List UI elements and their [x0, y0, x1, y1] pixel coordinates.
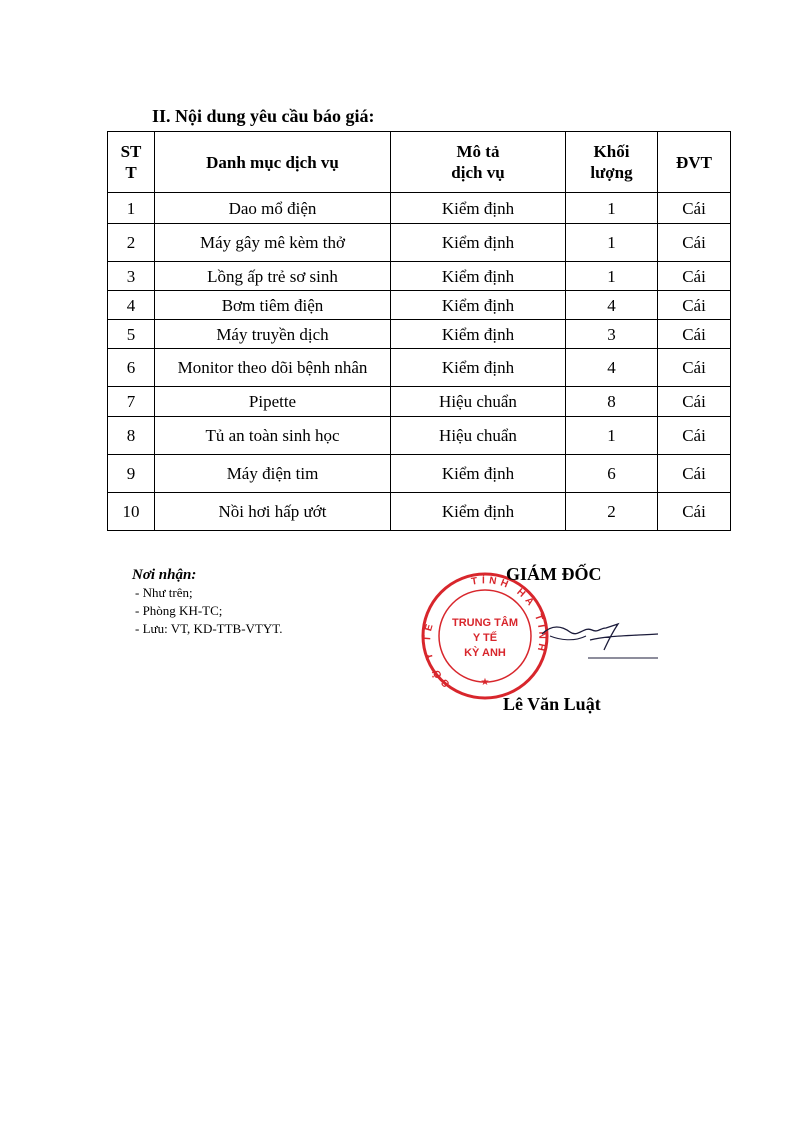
cell-unit: Cái — [658, 387, 731, 417]
cell-category: Máy truyền dịch — [155, 320, 391, 349]
cell-unit: Cái — [658, 493, 731, 531]
cell-category: Máy điện tim — [155, 455, 391, 493]
table-row — [108, 349, 731, 387]
cell-quantity: 1 — [566, 224, 658, 262]
section-title: II. Nội dung yêu cầu báo giá: — [152, 106, 375, 126]
recipients-block — [132, 566, 283, 638]
cell-quantity: 1 — [566, 193, 658, 224]
cell-category: Nồi hơi hấp ướt — [155, 493, 391, 531]
cell-stt: 5 — [108, 320, 155, 349]
official-stamp — [420, 571, 550, 701]
table-row — [108, 387, 731, 417]
cell-category: Lồng ấp trẻ sơ sinh — [155, 262, 391, 291]
service-table — [107, 131, 731, 531]
table-row — [108, 455, 731, 493]
cell-category: Dao mổ điện — [155, 193, 391, 224]
cell-quantity: 1 — [566, 262, 658, 291]
cell-category: Pipette — [155, 387, 391, 417]
stamp-line-1: TRUNG TÂM — [452, 617, 518, 629]
cell-stt: 1 — [108, 193, 155, 224]
cell-unit: Cái — [658, 417, 731, 455]
cell-category: Monitor theo dõi bệnh nhân — [155, 349, 391, 387]
cell-description: Kiểm định — [391, 349, 566, 387]
signatory-name: Lê Văn Luật — [503, 694, 601, 714]
svg-text:SỞ Y TẾ — [421, 619, 452, 689]
cell-quantity: 1 — [566, 417, 658, 455]
recipients-label: Nơi nhận: — [132, 567, 197, 583]
cell-quantity: 6 — [566, 455, 658, 493]
cell-quantity: 4 — [566, 349, 658, 387]
cell-description: Kiểm định — [391, 493, 566, 531]
table-row — [108, 193, 731, 224]
stamp-line-3: KỲ ANH — [464, 647, 506, 659]
header-description: Mô tả dịch vụ — [391, 132, 566, 193]
cell-category: Tủ an toàn sinh học — [155, 417, 391, 455]
cell-category: Máy gây mê kèm thở — [155, 224, 391, 262]
table-row — [108, 224, 731, 262]
recipient-item: - Như trên; — [135, 585, 193, 600]
cell-category: Bơm tiêm điện — [155, 291, 391, 320]
cell-stt: 2 — [108, 224, 155, 262]
cell-stt: 4 — [108, 291, 155, 320]
table-row — [108, 417, 731, 455]
header-unit: ĐVT — [658, 132, 731, 193]
cell-unit: Cái — [658, 291, 731, 320]
header-quantity: Khối lượng — [566, 132, 658, 193]
table-row — [108, 262, 731, 291]
cell-unit: Cái — [658, 193, 731, 224]
cell-quantity: 4 — [566, 291, 658, 320]
cell-description: Hiệu chuẩn — [391, 417, 566, 455]
table-row — [108, 493, 731, 531]
cell-description: Kiểm định — [391, 291, 566, 320]
cell-stt: 8 — [108, 417, 155, 455]
header-category: Danh mục dịch vụ — [155, 132, 391, 193]
cell-description: Kiểm định — [391, 224, 566, 262]
cell-quantity: 2 — [566, 493, 658, 531]
table-row — [108, 291, 731, 320]
cell-quantity: 3 — [566, 320, 658, 349]
table-row — [108, 320, 731, 349]
cell-description: Kiểm định — [391, 193, 566, 224]
recipient-item: - Lưu: VT, KD-TTB-VTYT. — [135, 621, 283, 636]
cell-unit: Cái — [658, 224, 731, 262]
recipient-item: - Phòng KH-TC; — [135, 603, 223, 618]
cell-quantity: 8 — [566, 387, 658, 417]
header-stt: ST T — [108, 132, 155, 193]
cell-description: Kiểm định — [391, 262, 566, 291]
table-header-row — [108, 132, 731, 193]
cell-unit: Cái — [658, 262, 731, 291]
stamp-ring-left: SỞ Y TẾ — [422, 619, 453, 689]
stamp-line-2: Y TẾ — [472, 632, 498, 644]
cell-description: Kiểm định — [391, 320, 566, 349]
cell-stt: 6 — [108, 349, 155, 387]
cell-unit: Cái — [658, 455, 731, 493]
cell-stt: 7 — [108, 387, 155, 417]
cell-stt: 10 — [108, 493, 155, 531]
cell-unit: Cái — [658, 349, 731, 387]
cell-description: Hiệu chuẩn — [391, 387, 566, 417]
stamp-ring-top: TỈNH HÀ TĨNH — [470, 575, 548, 656]
cell-unit: Cái — [658, 320, 731, 349]
signature-title: GIÁM ĐỐC — [506, 564, 602, 584]
cell-stt: 9 — [108, 455, 155, 493]
cell-stt: 3 — [108, 262, 155, 291]
handwritten-signature — [540, 606, 660, 666]
stamp-star-icon: ★ — [480, 677, 490, 688]
cell-description: Kiểm định — [391, 455, 566, 493]
